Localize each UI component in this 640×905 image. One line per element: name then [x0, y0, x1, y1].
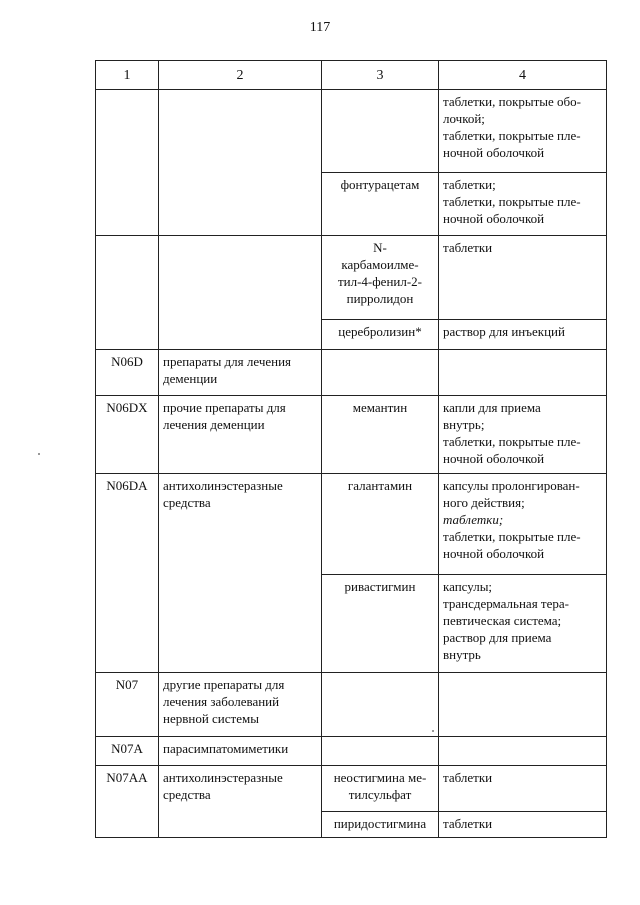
scan-speck	[432, 730, 434, 732]
table-row	[96, 396, 607, 474]
atc-code-cell: N06DX	[96, 396, 159, 474]
atc-code-cell: N07A	[96, 737, 159, 766]
page-number: 117	[309, 20, 331, 35]
inn-cell: мемантин	[322, 396, 439, 474]
table-row	[96, 90, 607, 173]
column-header: 1	[96, 61, 159, 90]
dosage-form-cell: таблетки; таблетки, покрытые пле- ночной оболочкой	[439, 173, 607, 236]
group-name-cell: другие препараты для лечения заболеваний нервной системы	[159, 673, 322, 737]
atc-code-cell: N06DA	[96, 474, 159, 575]
inn-cell: N- карбамоилме- тил-4-фенил-2- пирролидон	[322, 236, 439, 320]
table-row	[96, 173, 607, 236]
table-row	[96, 575, 607, 673]
inn-cell: неостигмина ме- тилсульфат	[322, 766, 439, 812]
inn-cell: фонтурацетам	[322, 173, 439, 236]
atc-code-cell: N06D	[96, 350, 159, 396]
table-row	[96, 350, 607, 396]
dosage-form-cell: таблетки	[439, 236, 607, 320]
column-header: 4	[439, 61, 607, 90]
table-row	[96, 320, 607, 350]
dosage-form-cell: капсулы пролонгирован- ного действия; таблетки; таблетки, покрытые пле- ночной оболочкой	[439, 474, 607, 575]
dosage-form-cell: капли для приема внутрь; таблетки, покрытые пле- ночной оболочкой	[439, 396, 607, 474]
dosage-form-cell: таблетки, покрытые обо- лочкой; таблетки, покрытые пле- ночной оболочкой	[439, 90, 607, 173]
dosage-form-cell: таблетки	[439, 812, 607, 838]
inn-cell: церебролизин*	[322, 320, 439, 350]
scan-speck	[38, 453, 40, 455]
group-name-cell: антихолинэстеразные средства	[159, 474, 322, 575]
table-header-row	[96, 61, 607, 90]
atc-code-cell: N07	[96, 673, 159, 737]
table-row	[96, 812, 607, 838]
inn-cell: пиридостигмина	[322, 812, 439, 838]
atc-code-cell: N07AA	[96, 766, 159, 812]
table-row	[96, 766, 607, 812]
group-name-cell: антихолинэстеразные средства	[159, 766, 322, 812]
inn-cell: галантамин	[322, 474, 439, 575]
table-row	[96, 474, 607, 575]
dosage-form-cell: таблетки	[439, 766, 607, 812]
group-name-cell: препараты для лечения деменции	[159, 350, 322, 396]
group-name-cell: парасимпатомиметики	[159, 737, 322, 766]
dosage-form-cell: раствор для инъекций	[439, 320, 607, 350]
table-row	[96, 236, 607, 320]
table-row	[96, 737, 607, 766]
inn-cell: ривастигмин	[322, 575, 439, 673]
drug-table	[95, 60, 607, 838]
column-header: 3	[322, 61, 439, 90]
column-header: 2	[159, 61, 322, 90]
group-name-cell: прочие препараты для лечения деменции	[159, 396, 322, 474]
table-row	[96, 673, 607, 737]
dosage-form-cell: капсулы; трансдермальная тера- певтическая система; раствор для приема внутрь	[439, 575, 607, 673]
